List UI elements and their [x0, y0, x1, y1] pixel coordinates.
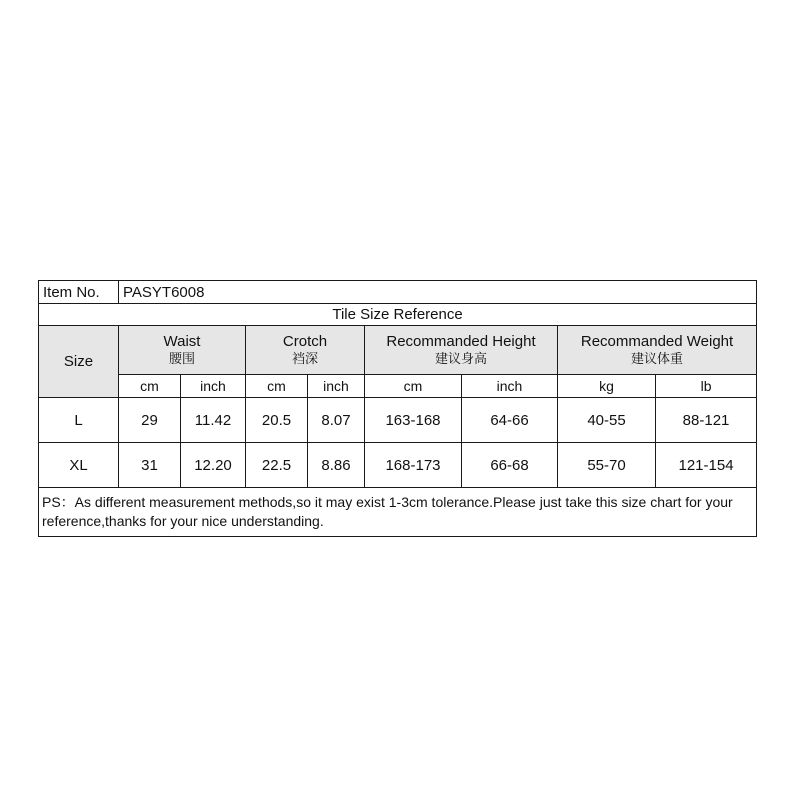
weight-header-cn: 建议体重	[631, 351, 684, 367]
height-header-en: Recommanded Height	[386, 332, 536, 350]
weight-lb-cell: 88-121	[656, 398, 757, 443]
crotch-inch-cell: 8.07	[308, 398, 365, 443]
waist-header	[119, 326, 246, 375]
unit-weight-lb: lb	[656, 375, 757, 398]
crotch-header-cn: 裆深	[291, 351, 318, 367]
weight-lb-cell: 121-154	[656, 443, 757, 488]
crotch-cm-cell: 22.5	[246, 443, 308, 488]
tolerance-note: PS：As different measurement methods,so it may exist 1-3cm tolerance.Please just take this size chart for your reference,thanks for your nice understanding.	[39, 488, 757, 537]
waist-header-en: Waist	[163, 332, 201, 350]
height-header-cn: 建议身高	[434, 351, 487, 367]
item-number-label: Item No.	[39, 281, 119, 304]
waist-header-cn: 腰围	[168, 351, 195, 367]
unit-height-inch: inch	[462, 375, 558, 398]
table-row	[39, 398, 757, 443]
table-row	[39, 443, 757, 488]
crotch-header-en: Crotch	[282, 332, 328, 350]
unit-height-cm: cm	[365, 375, 462, 398]
weight-header-en: Recommanded Weight	[580, 332, 734, 350]
size-chart-table	[38, 280, 757, 537]
item-number-value: PASYT6008	[119, 281, 757, 304]
unit-crotch-cm: cm	[246, 375, 308, 398]
waist-inch-cell: 11.42	[181, 398, 246, 443]
chart-title: Tile Size Reference	[39, 304, 757, 326]
header-row	[39, 326, 757, 375]
height-inch-cell: 64-66	[462, 398, 558, 443]
height-inch-cell: 66-68	[462, 443, 558, 488]
size-header: Size	[39, 326, 119, 398]
unit-weight-kg: kg	[558, 375, 656, 398]
crotch-inch-cell: 8.86	[308, 443, 365, 488]
unit-waist-inch: inch	[181, 375, 246, 398]
unit-row	[39, 375, 757, 398]
height-header	[365, 326, 558, 375]
waist-cm-cell: 31	[119, 443, 181, 488]
waist-inch-cell: 12.20	[181, 443, 246, 488]
weight-kg-cell: 55-70	[558, 443, 656, 488]
unit-waist-cm: cm	[119, 375, 181, 398]
height-cm-cell: 163-168	[365, 398, 462, 443]
height-cm-cell: 168-173	[365, 443, 462, 488]
size-cell: L	[39, 398, 119, 443]
crotch-header	[246, 326, 365, 375]
unit-crotch-inch: inch	[308, 375, 365, 398]
crotch-cm-cell: 20.5	[246, 398, 308, 443]
weight-header	[558, 326, 757, 375]
weight-kg-cell: 40-55	[558, 398, 656, 443]
note-row	[39, 488, 757, 537]
waist-cm-cell: 29	[119, 398, 181, 443]
size-cell: XL	[39, 443, 119, 488]
item-number-row	[39, 281, 757, 304]
title-row	[39, 304, 757, 326]
